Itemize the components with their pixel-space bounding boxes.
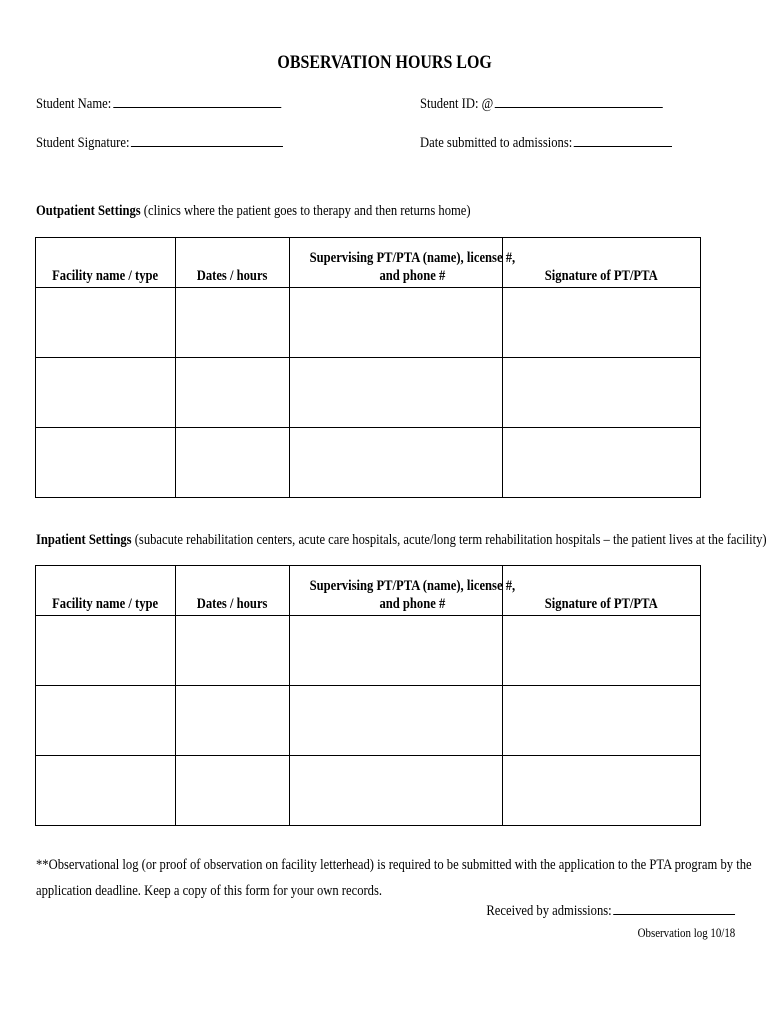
note-line2: application deadline. Keep a copy of this form for your own records.	[36, 883, 383, 899]
student-signature-label: Student Signature:	[36, 135, 130, 151]
received-label: Received by admissions:	[486, 903, 612, 919]
supervising-cell[interactable]	[290, 756, 503, 826]
student-name-field[interactable]	[36, 93, 328, 113]
signature-cell[interactable]	[503, 428, 701, 498]
column-signature: Signature of PT/PTA	[503, 566, 701, 616]
signature-cell[interactable]	[503, 288, 701, 358]
facility-cell[interactable]	[36, 358, 176, 428]
column-signature: Signature of PT/PTA	[503, 238, 701, 288]
note-line1: **Observational log (or proof of observation on facility letterhead) is required to be submitted with the application to the PTA program by the	[36, 857, 752, 873]
facility-cell[interactable]	[36, 428, 176, 498]
signature-cell[interactable]	[503, 756, 701, 826]
supervising-cell[interactable]	[290, 288, 503, 358]
date-submitted-field[interactable]	[420, 132, 720, 152]
student-id-label: Student ID: @	[420, 96, 494, 112]
table-row	[36, 616, 701, 686]
table-row	[36, 756, 701, 826]
column-supervising	[290, 238, 516, 288]
supervising-cell[interactable]	[290, 358, 503, 428]
column-facility: Facility name / type	[36, 566, 176, 616]
outpatient-description: (clinics where the patient goes to therapy and then returns home)	[143, 203, 471, 219]
student-signature-field[interactable]	[36, 132, 330, 152]
footer-version: Observation log 10/18	[637, 925, 735, 940]
signature-cell[interactable]	[503, 616, 701, 686]
submission-note	[36, 852, 770, 904]
facility-cell[interactable]	[36, 616, 176, 686]
facility-cell[interactable]	[36, 686, 176, 756]
outpatient-heading: Outpatient Settings	[36, 203, 141, 219]
facility-cell[interactable]	[36, 288, 176, 358]
inpatient-table	[35, 565, 701, 826]
table-row	[36, 428, 701, 498]
date-submitted-line[interactable]	[574, 132, 672, 147]
dates-cell[interactable]	[176, 428, 290, 498]
column-dates: Dates / hours	[176, 238, 290, 288]
facility-cell[interactable]	[36, 756, 176, 826]
student-id-field[interactable]	[420, 93, 709, 113]
signature-cell[interactable]	[503, 358, 701, 428]
inpatient-header-row	[36, 566, 701, 616]
column-supervising-line2: and phone #	[379, 268, 446, 284]
dates-cell[interactable]	[176, 686, 290, 756]
column-supervising-line1: Supervising PT/PTA (name), license #,	[309, 578, 516, 594]
column-supervising-line1: Supervising PT/PTA (name), license #,	[309, 250, 516, 266]
column-facility: Facility name / type	[36, 238, 176, 288]
dates-cell[interactable]	[176, 616, 290, 686]
outpatient-table	[35, 237, 701, 498]
column-supervising-line2: and phone #	[379, 596, 446, 612]
page-title: OBSERVATION HOURS LOG	[277, 52, 493, 73]
outpatient-header-row	[36, 238, 701, 288]
supervising-cell[interactable]	[290, 616, 503, 686]
inpatient-heading: Inpatient Settings	[36, 532, 132, 548]
dates-cell[interactable]	[176, 358, 290, 428]
dates-cell[interactable]	[176, 756, 290, 826]
student-name-label: Student Name:	[36, 96, 112, 112]
table-row	[36, 686, 701, 756]
student-id-line[interactable]	[495, 93, 663, 108]
received-by-admissions-field[interactable]	[439, 900, 735, 920]
dates-cell[interactable]	[176, 288, 290, 358]
received-line[interactable]	[613, 900, 735, 915]
column-supervising	[290, 566, 516, 616]
date-submitted-label: Date submitted to admissions:	[420, 135, 573, 151]
student-signature-line[interactable]	[131, 132, 283, 147]
supervising-cell[interactable]	[290, 686, 503, 756]
column-dates: Dates / hours	[176, 566, 290, 616]
student-name-line[interactable]	[113, 93, 281, 108]
table-row	[36, 358, 701, 428]
signature-cell[interactable]	[503, 686, 701, 756]
table-row	[36, 288, 701, 358]
inpatient-section-heading	[36, 532, 770, 549]
supervising-cell[interactable]	[290, 428, 503, 498]
inpatient-description: (subacute rehabilitation centers, acute care hospitals, acute/long term rehabilitation hospitals – the patient lives at the facility)	[134, 532, 767, 548]
outpatient-section-heading	[36, 203, 553, 220]
